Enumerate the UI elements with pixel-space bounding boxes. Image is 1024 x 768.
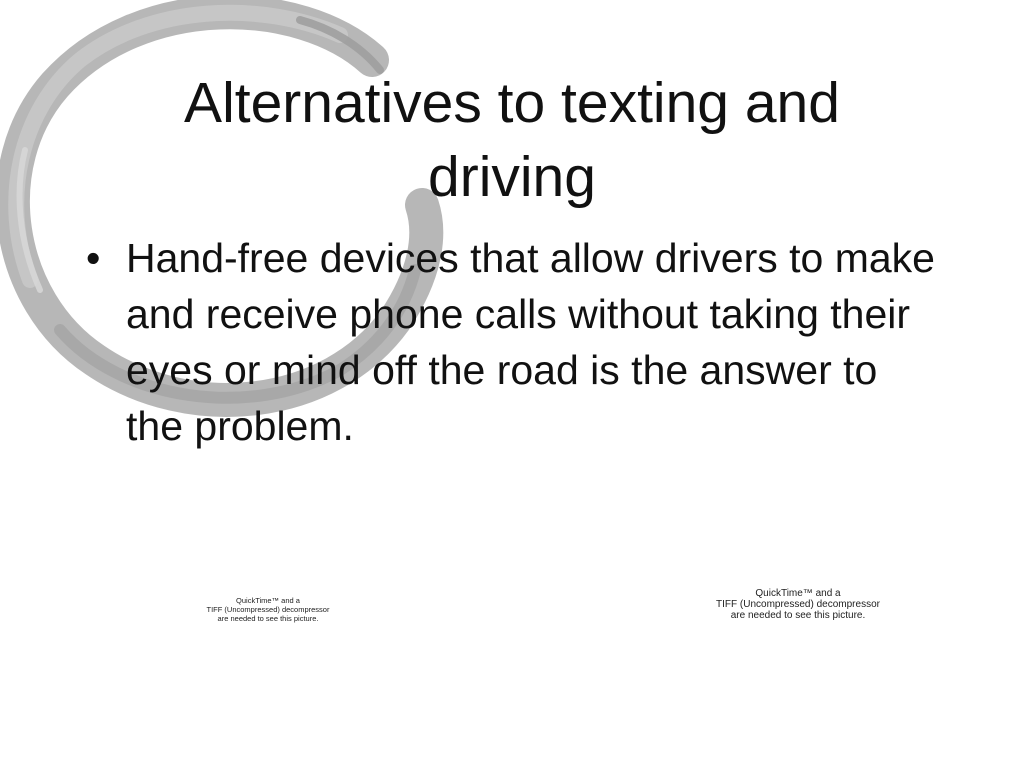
bullet-item [84, 230, 944, 454]
slide-title-line-2: driving [428, 145, 596, 209]
quicktime-line-2: TIFF (Uncompressed) decompressor [206, 605, 330, 614]
quicktime-placeholder-right [702, 588, 894, 621]
quicktime-line-1: QuickTime™ and a [236, 596, 300, 605]
bullet-list [84, 230, 944, 454]
bullet-text: Hand-free devices that allow drivers to make and receive phone calls without taking their eyes or mind off the road is the answer to the problem. [126, 235, 935, 449]
slide-title-line-1: Alternatives to texting and [184, 71, 840, 135]
slide-title [100, 66, 924, 214]
quicktime-line-1: QuickTime™ and a [755, 588, 841, 599]
bullet-glyph: • [86, 235, 101, 281]
quicktime-line-3: are needed to see this picture. [217, 614, 319, 623]
quicktime-line-3: are needed to see this picture. [730, 610, 866, 621]
quicktime-line-2: TIFF (Uncompressed) decompressor [716, 599, 880, 610]
quicktime-placeholder-left [198, 596, 338, 623]
